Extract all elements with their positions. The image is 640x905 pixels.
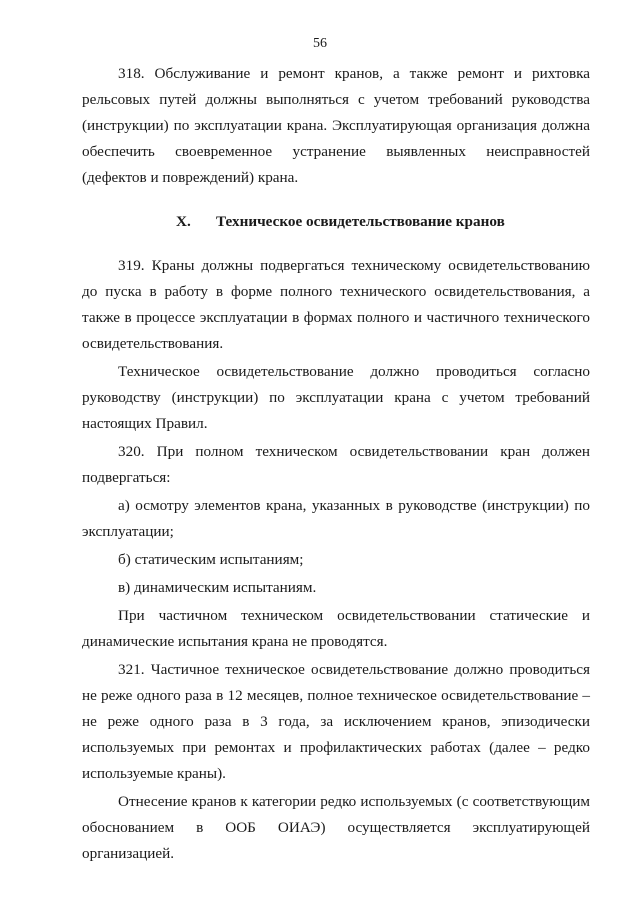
paragraph-319: 319. Краны должны подвергаться техническому освидетельствованию до пуска в работу в форме полного технического освидетельствования, а также в процессе эксплуатации в формах полного и частичного технического освидетельствования. <box>82 257 590 352</box>
paragraph-partial-inspection: При частичном техническом освидетельствовании статические и динамические испытания крана не проводятся. <box>82 607 590 650</box>
list-item-b: б) статическим испытаниям; <box>118 551 304 568</box>
paragraph-rarely-used: Отнесение кранов к категории редко используемых (с соответствующим обоснованием в ООБ ОИАЭ) осуществляется эксплуатирующей организацией. <box>82 793 590 862</box>
paragraph-318: 318. Обслуживание и ремонт кранов, а также ремонт и рихтовка рельсовых путей должны выполняться с учетом требований руководства (инструкции) по эксплуатации крана. Эксплуатирующая организация должна обеспечить своевременное устранение выявленных неисправностей (дефектов и повреждений) крана. <box>82 65 590 186</box>
section-number: X. <box>176 213 191 230</box>
paragraph-320: 320. При полном техническом освидетельствовании кран должен подвергаться: <box>82 443 590 486</box>
paragraph-321: 321. Частичное техническое освидетельствование должно проводиться не реже одного раза в 12 месяцев, полное техническое освидетельствование – не реже одного раза в 3 года, за исключением кранов, эпизодически используемых при ремонтах и профилактических работах (далее – редко используемые краны). <box>82 661 590 782</box>
section-title: Техническое освидетельствование кранов <box>216 213 505 230</box>
page-number: 56 <box>313 36 327 51</box>
list-item-c: в) динамическим испытаниям. <box>118 579 317 596</box>
document-body <box>82 61 590 867</box>
section-heading <box>82 209 590 235</box>
list-item-a: а) осмотру элементов крана, указанных в руководстве (инструкции) по эксплуатации; <box>82 497 590 540</box>
paragraph-319-continued: Техническое освидетельствование должно проводиться согласно руководству (инструкции) по эксплуатации крана с учетом требований настоящих Правил. <box>82 363 590 432</box>
